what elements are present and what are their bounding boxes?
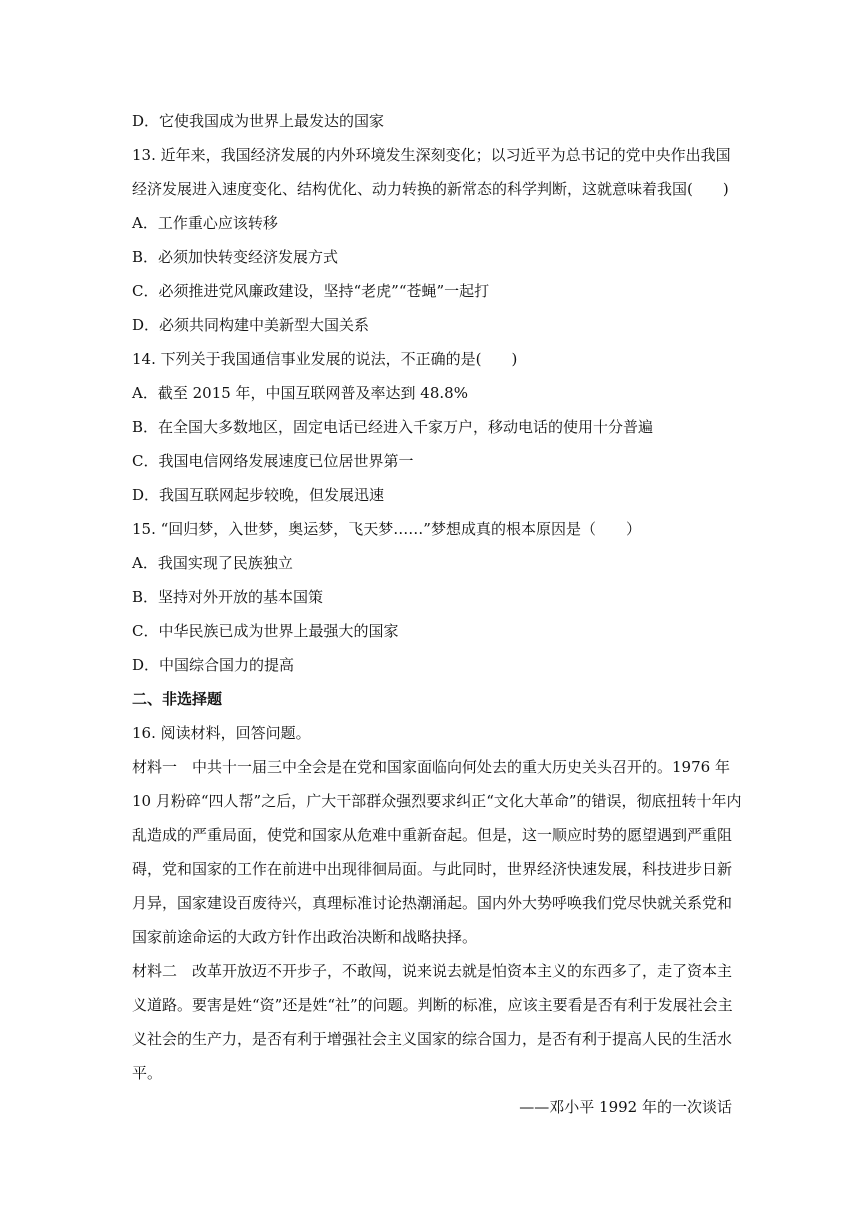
material-one-line-5: 月异，国家建设百废待兴，真理标准讨论热潮涌起。国内外大势呼唤我们党尽快就关系党和 xyxy=(132,894,733,912)
q13-option-b: B．必须加快转变经济发展方式 xyxy=(132,248,339,266)
q14-option-a: A．截至 2015 年，中国互联网普及率达到 48.8% xyxy=(132,384,468,402)
material-two-line-2: 义道路。要害是姓“资”还是姓“社”的问题。判断的标准，应该主要看是否有利于发展社会主 xyxy=(132,996,733,1014)
material-one-line-6: 国家前途命运的大政方针作出政治决断和战略抉择。 xyxy=(132,928,478,946)
q14-option-b: B．在全国大多数地区，固定电话已经进入千家万户，移动电话的使用十分普遍 xyxy=(132,418,654,436)
q14-option-c: C．我国电信网络发展速度已位居世界第一 xyxy=(132,452,414,470)
q15-stem: 15. “回归梦，入世梦，奥运梦，飞天梦……”梦想成真的根本原因是（ ） xyxy=(132,520,641,538)
section-heading: 二、非选择题 xyxy=(132,690,223,708)
q15-option-b: B．坚持对外开放的基本国策 xyxy=(132,588,324,606)
material-one-line-3: 乱造成的严重局面，使党和国家从危难中重新奋起。但是，这一顺应时势的愿望遇到严重阻 xyxy=(132,826,733,844)
q14-option-d: D．我国互联网起步较晚，但发展迅速 xyxy=(132,486,385,504)
q13-option-c: C．必须推进党风廉政建设，坚持“老虎”“苍蝇”一起打 xyxy=(132,282,490,300)
material-one-line-1: 材料一 中共十一届三中全会是在党和国家面临向何处去的重大历史关头召开的。1976 年 xyxy=(132,758,730,776)
q16-stem: 16. 阅读材料，回答问题。 xyxy=(132,724,311,742)
q12-option-d: D．它使我国成为世界上最发达的国家 xyxy=(132,112,385,130)
quote-attribution: ——邓小平 1992 年的一次谈话 xyxy=(519,1098,732,1116)
q14-stem: 14. 下列关于我国通信事业发展的说法，不正确的是( ) xyxy=(132,350,518,368)
material-one-line-4: 碍，党和国家的工作在前进中出现徘徊局面。与此同时，世界经济快速发展，科技进步日新 xyxy=(132,860,733,878)
q15-option-d: D．中国综合国力的提高 xyxy=(132,656,295,674)
material-two-line-3: 义社会的生产力，是否有利于增强社会主义国家的综合国力，是否有利于提高人民的生活水 xyxy=(132,1030,733,1048)
q15-option-c: C．中华民族已成为世界上最强大的国家 xyxy=(132,622,399,640)
q13-option-a: A．工作重心应该转移 xyxy=(132,214,278,232)
material-two-line-1: 材料二 改革开放迈不开步子，不敢闯，说来说去就是怕资本主义的东西多了，走了资本主 xyxy=(132,962,733,980)
q15-option-a: A．我国实现了民族独立 xyxy=(132,554,293,572)
q13-option-d: D．必须共同构建中美新型大国关系 xyxy=(132,316,370,334)
material-one-line-2: 10 月粉碎“四人帮”之后，广大干部群众强烈要求纠正“文化大革命”的错误，彻底扭转十年内 xyxy=(132,792,742,810)
material-two-line-4: 平。 xyxy=(132,1064,163,1082)
q13-stem-line-1: 13. 近年来，我国经济发展的内外环境发生深刻变化；以习近平为总书记的党中央作出我国 xyxy=(132,146,731,164)
q13-stem-line-2: 经济发展进入速度变化、结构优化、动力转换的新常态的科学判断，这就意味着我国( ) xyxy=(132,180,729,198)
